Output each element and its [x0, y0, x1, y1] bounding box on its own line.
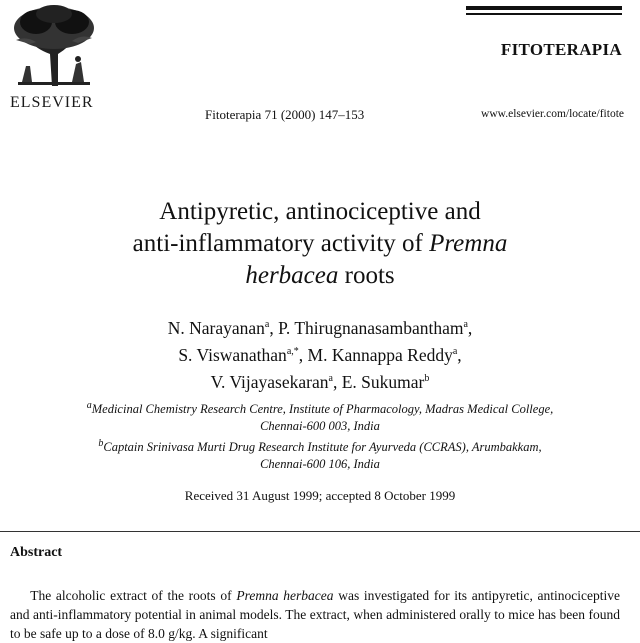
journal-url[interactable]: www.elsevier.com/locate/fitote	[481, 108, 624, 120]
article-title	[20, 196, 620, 292]
author-name: E. Sukumar	[341, 371, 425, 392]
author-affiliation-mark: a	[328, 372, 333, 384]
title-line-1: Antipyretic, antinociceptive and	[159, 198, 481, 225]
affiliation-b	[20, 435, 620, 456]
affiliation-a-city: Chennai-600 003, India	[260, 419, 380, 434]
author-affiliation-mark: a	[452, 345, 458, 357]
publisher-name: ELSEVIER	[10, 94, 94, 111]
title-line-2	[20, 228, 620, 260]
elsevier-logo	[4, 4, 108, 111]
abstract-species-name: Premna herbacea	[236, 588, 334, 603]
author-separator: ,	[298, 344, 308, 365]
journal-name: FITOTERAPIA	[500, 40, 622, 59]
author-separator: ,	[457, 344, 462, 365]
author-line-2	[20, 340, 620, 367]
affiliation-text: Captain Srinivasa Murti Drug Research Institute for Ayurveda (CCRAS), Arumbakkam,	[103, 440, 542, 455]
author-affiliation-mark: a	[264, 319, 270, 330]
affiliation-label: b	[98, 438, 104, 450]
author-name: N. Narayanan	[167, 317, 265, 338]
title-line-3	[20, 260, 620, 292]
affiliations	[20, 397, 620, 473]
affiliation-a	[20, 397, 620, 418]
author-name: V. Vijayasekaran	[210, 371, 329, 392]
abstract-heading: Abstract	[10, 545, 63, 560]
author-affiliation-mark: a	[463, 319, 468, 330]
affiliation-b-city: Chennai-600 106, India	[260, 457, 380, 472]
author-line-1	[20, 313, 620, 340]
abstract-text-part: was investigated for its antipyretic, antinociceptive and anti-inflammatory potential in animal models. The extract, when administered orally to mice has been found to be safe up to a dose of 8.0 g/kg. A significant	[10, 588, 620, 641]
author-separator: ,	[332, 371, 342, 392]
affiliation-label: a	[86, 400, 92, 411]
title-italic-genus: Premna	[429, 230, 508, 257]
author-list	[20, 313, 620, 393]
section-divider	[0, 531, 640, 532]
header-rule-thick	[466, 6, 622, 10]
abstract-text-part: The alcoholic extract of the roots of	[30, 588, 237, 603]
title-text: roots	[338, 262, 395, 289]
author-separator: ,	[269, 317, 279, 338]
author-name: S. Viswanathan	[178, 344, 287, 365]
author-affiliation-mark[interactable]: a,*	[286, 345, 299, 357]
elsevier-tree-icon	[6, 4, 102, 88]
author-name: P. Thirugnanasambantham	[278, 317, 464, 338]
received-dates: Received 31 August 1999; accepted 8 October 1999	[184, 488, 456, 503]
abstract-text	[10, 586, 620, 643]
author-name: M. Kannappa Reddy	[307, 344, 453, 365]
author-separator: ,	[467, 317, 473, 338]
journal-citation: Fitoterapia 71 (2000) 147–153	[205, 107, 365, 122]
author-line-3	[20, 367, 620, 394]
author-affiliation-mark: b	[424, 372, 430, 384]
affiliation-text: Medicinal Chemistry Research Centre, Institute of Pharmacology, Madras Medical College,	[91, 402, 554, 417]
title-text: anti-inflammatory activity of	[132, 230, 430, 257]
header-rule-thin	[466, 13, 622, 15]
title-italic-species: herbacea	[245, 262, 339, 289]
